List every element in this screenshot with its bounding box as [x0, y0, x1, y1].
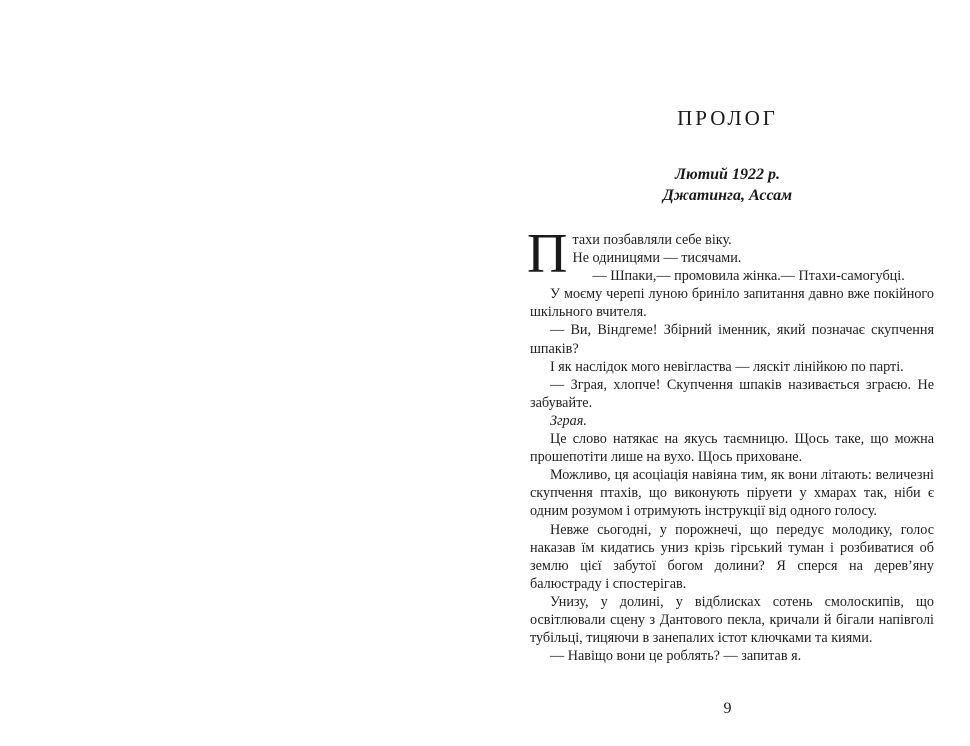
drop-cap: П — [527, 223, 568, 285]
paragraph-11: — Навіщо вони це роблять? — запитав я. — [550, 648, 802, 665]
paragraph-8: Можливо, ця асоціація навіяна тим, як вони літають: величезні скупчення птахів, що виконують піруети у хмарах так, ніби є одним розумом і отримують інструкції від одного голосу. — [530, 467, 934, 520]
right-page — [485, 0, 970, 746]
chapter-title: ПРОЛОГ — [677, 106, 778, 130]
chapter-date: Лютий 1922 р. — [675, 166, 780, 183]
opening-line-2: Не одиницями — тисячами. — [572, 250, 742, 267]
paragraph-1: — Шпаки,— промовила жінка.— Птахи-самогубці. — [592, 268, 905, 285]
paragraph-5: — Зграя, хлопче! Скупчення шпаків називається зграєю. Не забувайте. — [530, 376, 934, 411]
paragraph-7: Це слово натякає на якусь таємницю. Щось таке, що можна прошепотіти лише на вухо. Щось приховане. — [530, 431, 934, 466]
paragraph-4: І як наслідок мого невігластва — ляскіт лінійкою по парті. — [550, 358, 904, 375]
paragraph-6: Зграя. — [550, 412, 587, 429]
page-number: 9 — [723, 700, 732, 717]
body-text — [527, 223, 934, 665]
chapter-place: Джатинга, Ассам — [662, 187, 793, 204]
paragraph-2: У моєму черепі луною бриніло запитання давно вже покійного шкільного вчителя. — [530, 286, 934, 321]
opening-line-1: тахи позбавляли себе віку. — [572, 232, 732, 248]
paragraph-10: Унизу, у долині, у відблисках сотень смолоскипів, що освітлювали сцену з Дантового пекла, кричали й бігали напівголі тубільці, тицяючи в занепалих істот ключками та киями. — [530, 593, 934, 647]
paragraph-3: — Ви, Віндгеме! Збірний іменник, який позначає скупчення шпаків? — [530, 322, 934, 357]
dateline — [485, 164, 970, 206]
paragraph-9: Невже сьогодні, у порожнечі, що передує молодику, голос наказав їм кидатись униз крізь гірський туман і розбиватися об землю цієї забутої богом долини? Я сперся на дерев’яну балюстраду і спостерігав. — [530, 521, 934, 592]
